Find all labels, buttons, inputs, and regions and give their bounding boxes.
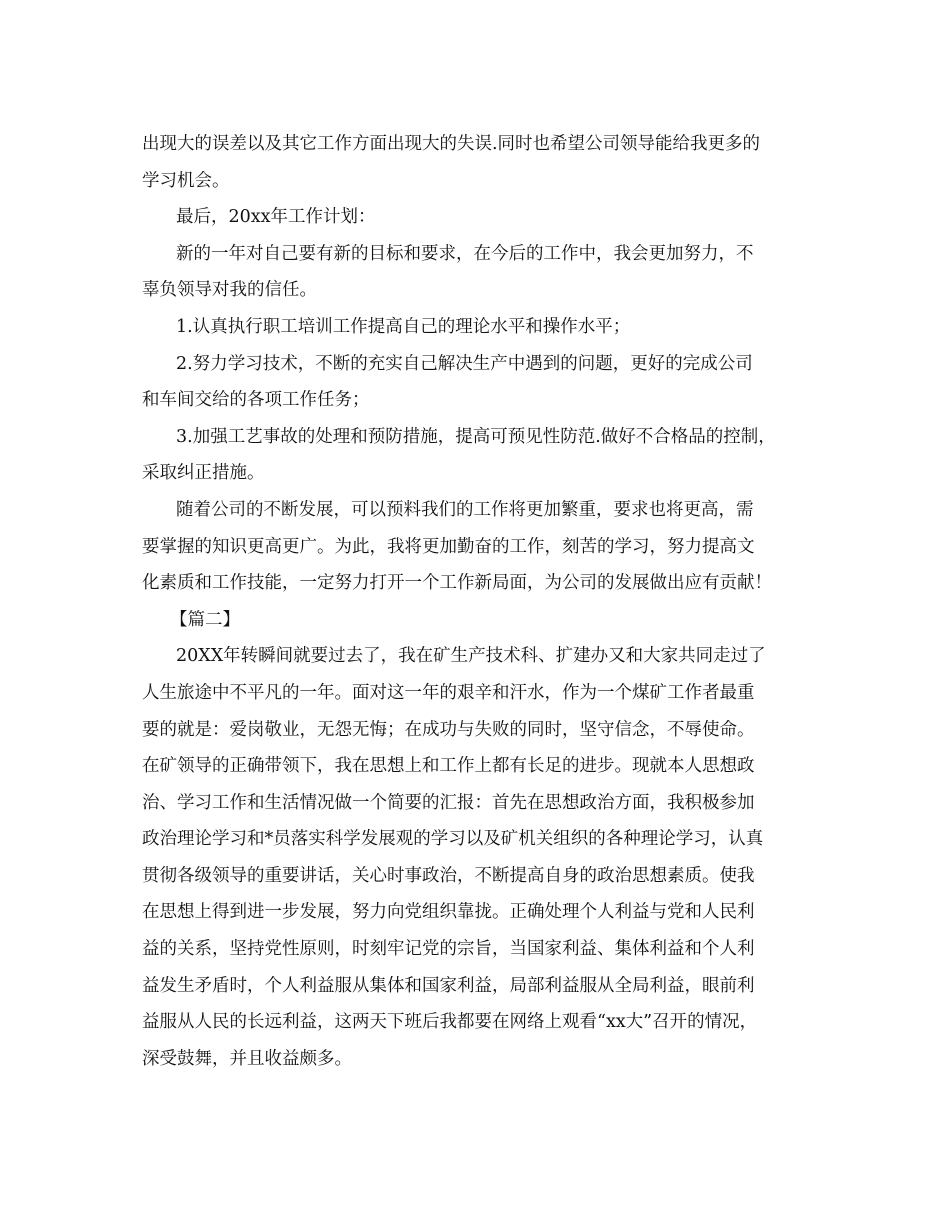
- body-text-line: 深受鼓舞，并且收益颇多。: [142, 1048, 352, 1069]
- body-text-line: 辜负领导对我的信任。: [142, 280, 317, 301]
- body-text-line: 和车间交给的各项工作任务；: [142, 390, 370, 411]
- plan-item: 3.加强工艺事故的处理和预防措施，提高可预见性防范.做好不合格品的控制，: [176, 426, 776, 447]
- body-text-line: 益服从人民的长远利益，这两天下班后我都要在网络上观看“xx大”召开的情况，: [142, 1012, 758, 1033]
- section-heading: 【篇二】: [170, 609, 240, 630]
- paragraph-start: 20XX年转瞬间就要过去了，我在矿生产技术科、扩建办又和大家共同走过了: [176, 646, 766, 667]
- paragraph-start: 随着公司的不断发展，可以预料我们的工作将更加繁重，要求也将更高，需: [176, 499, 754, 520]
- body-text-line: 政治理论学习和*员落实科学发展观的学习以及矿机关组织的各种理论学习，认真: [142, 829, 764, 850]
- plan-item: 2.努力学习技术，不断的充实自己解决生产中遇到的问题，更好的完成公司: [176, 353, 753, 374]
- body-text-line: 在矿领导的正确带领下，我在思想上和工作上都有长足的进步。现就本人思想政: [142, 756, 755, 777]
- body-text-line: 出现大的误差以及其它工作方面出现大的失误.同时也希望公司领导能给我更多的: [142, 134, 761, 154]
- body-text-line: 在思想上得到进一步发展，努力向党组织靠拢。正确处理个人利益与党和人民利: [142, 902, 755, 923]
- plan-item: 1.认真执行职工培训工作提高自己的理论水平和操作水平；: [176, 316, 631, 337]
- body-text-line: 人生旅途中不平凡的一年。面对这一年的艰辛和汗水，作为一个煤矿工作者最重: [142, 682, 755, 703]
- body-text-line: 学习机会。: [142, 170, 230, 191]
- body-text-line: 贯彻各级领导的重要讲话，关心时事政治，不断提高自身的政治思想素质。使我: [142, 865, 755, 886]
- body-text-line: 采取纠正措施。: [142, 463, 265, 484]
- body-text-line: 治、学习工作和生活情况做一个简要的汇报：首先在思想政治方面，我积极参加: [142, 792, 755, 813]
- body-text-line: 益发生矛盾时，个人利益服从集体和国家利益，局部利益服从全局利益，眼前利: [142, 975, 755, 996]
- paragraph-start: 新的一年对自己要有新的目标和要求，在今后的工作中，我会更加努力，不: [176, 243, 754, 264]
- document-body: [142, 126, 812, 1077]
- body-text-line: 要掌握的知识更高更广。为此，我将更加勤奋的工作，刻苦的学习，努力提高文: [142, 536, 755, 557]
- body-text-line: 要的就是：爱岗敬业，无怨无悔；在成功与失败的同时，坚守信念，不辱使命。: [142, 719, 755, 740]
- paragraph-start: 最后，20xx年工作计划：: [176, 207, 376, 228]
- body-text-line: 化素质和工作技能，一定努力打开一个工作新局面，为公司的发展做出应有贡献！: [142, 573, 772, 594]
- body-text-line: 益的关系，坚持党性原则，时刻牢记党的宗旨，当国家利益、集体利益和个人利: [142, 939, 755, 960]
